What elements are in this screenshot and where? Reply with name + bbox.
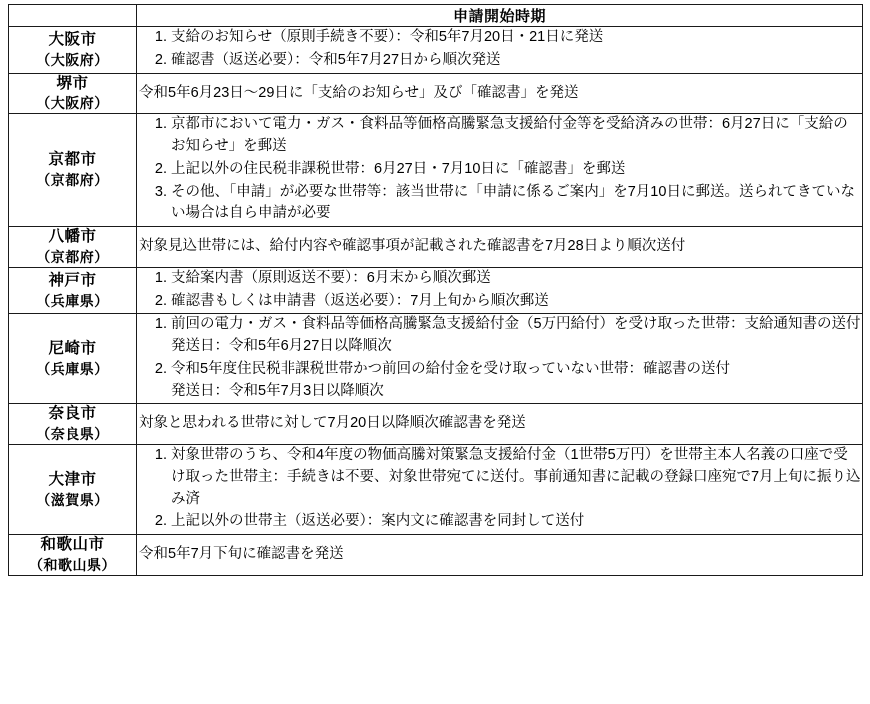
list-item: 確認書もしくは申請書（返送必要）：7月上旬から順次郵送 [171,292,549,309]
municipality-city: 大津市 [48,470,97,488]
municipality-prefecture: （兵庫県） [36,360,109,377]
list-item-main: 令和5年度住民税非課税世帯かつ前回の給付金を受け取っていない世帯：確認書の送付 [171,360,731,377]
list-item: その他、「申請」が必要な世帯等：該当世帯に「申請に係るご案内」を7月10日に郵送。送られてきていない場合は自ら申請が必要 [171,183,855,222]
list-item-sub: 発送日：令和5年7月3日以降順次 [171,382,384,399]
schedule-cell [137,445,863,535]
municipality-cell [9,27,137,74]
schedule-list [137,314,862,402]
table-header-row [9,5,863,27]
list-item [137,314,862,358]
application-schedule-table [8,4,863,576]
list-item-sub: 発送日：令和5年6月27日以降順次 [171,338,392,355]
municipality-city: 京都市 [48,151,97,169]
table-row [9,314,863,404]
list-item: 京都市において電力・ガス・食料品等価格高騰緊急支援給付金等を受給済みの世帯：6月27日に「支給のお知らせ」を郵送 [171,116,848,155]
municipality-prefecture: （京都府） [36,248,109,265]
municipality-prefecture: （京都府） [36,172,109,189]
schedule-text: 令和5年7月下旬に確認書を発送 [139,546,344,563]
list-item: 支給のお知らせ（原則手続き不要）：令和5年7月20日・21日に発送 [171,29,604,45]
table-row [9,73,863,114]
schedule-cell [137,27,863,74]
municipality-cell [9,114,137,227]
municipality-city: 神戸市 [48,271,97,289]
schedule-cell [137,267,863,314]
list-item: 確認書（返送必要）：令和5年7月27日から順次発送 [171,51,501,68]
municipality-prefecture: （大阪府） [36,95,109,112]
list-item: 上記以外の住民税非課税世帯：6月27日・7月10日に「確認書」を郵送 [171,160,626,177]
header-title-cell: 申請開始時期 [137,5,863,27]
municipality-cell [9,73,137,114]
municipality-city: 尼崎市 [48,339,97,357]
municipality-prefecture: （滋賀県） [36,491,109,508]
table-row [9,535,863,576]
municipality-prefecture: （兵庫県） [36,292,109,309]
schedule-cell [137,314,863,404]
table-row [9,404,863,445]
table-row [9,267,863,314]
schedule-text: 令和5年6月23日〜29日に「支給のお知らせ」及び「確認書」を発送 [139,84,579,101]
schedule-cell [137,404,863,445]
schedule-text: 対象と思われる世帯に対して7月20日以降順次確認書を発送 [139,415,526,432]
table-row [9,27,863,74]
schedule-text: 対象見込世帯には、給付内容や確認事項が記載された確認書を7月28日より順次送付 [139,238,686,255]
municipality-cell [9,227,137,268]
schedule-cell [137,114,863,227]
list-item-main: 前回の電力・ガス・食料品等価格高騰緊急支援給付金（5万円給付）を受け取った世帯：支給通知書の送付 [171,316,861,333]
list-item [137,359,862,403]
municipality-cell [9,314,137,404]
municipality-city: 堺市 [56,74,89,92]
schedule-cell [137,535,863,576]
list-item: 支給案内書（原則返送不要）：6月末から順次郵送 [171,269,491,286]
header-blank-cell [9,5,137,27]
schedule-list [137,114,862,225]
municipality-prefecture: （奈良県） [36,426,109,443]
municipality-cell [9,267,137,314]
schedule-list [137,268,862,313]
municipality-cell [9,535,137,576]
table-row [9,445,863,535]
municipality-city: 八幡市 [48,228,97,246]
table-row [9,227,863,268]
list-item: 上記以外の世帯主（返送必要）：案内文に確認書を同封して送付 [171,513,585,530]
schedule-list [137,445,862,533]
schedule-cell [137,73,863,114]
municipality-prefecture: （大阪府） [36,51,109,68]
table-row [9,114,863,227]
municipality-cell [9,404,137,445]
municipality-cell [9,445,137,535]
municipality-city: 大阪市 [48,30,97,48]
municipality-city: 奈良市 [48,405,97,423]
list-item: 対象世帯のうち、令和4年度の物価高騰対策緊急支援給付金（1世帯5万円）を世帯主本人名義の口座で受け取った世帯主：手続きは不要、対象世帯宛てに送付。事前通知書に記載の登録口座宛で7月上旬に振り込み済 [171,447,861,507]
municipality-city: 和歌山市 [40,536,105,554]
schedule-cell [137,227,863,268]
schedule-list [137,27,862,72]
municipality-prefecture: （和歌山県） [29,557,116,574]
